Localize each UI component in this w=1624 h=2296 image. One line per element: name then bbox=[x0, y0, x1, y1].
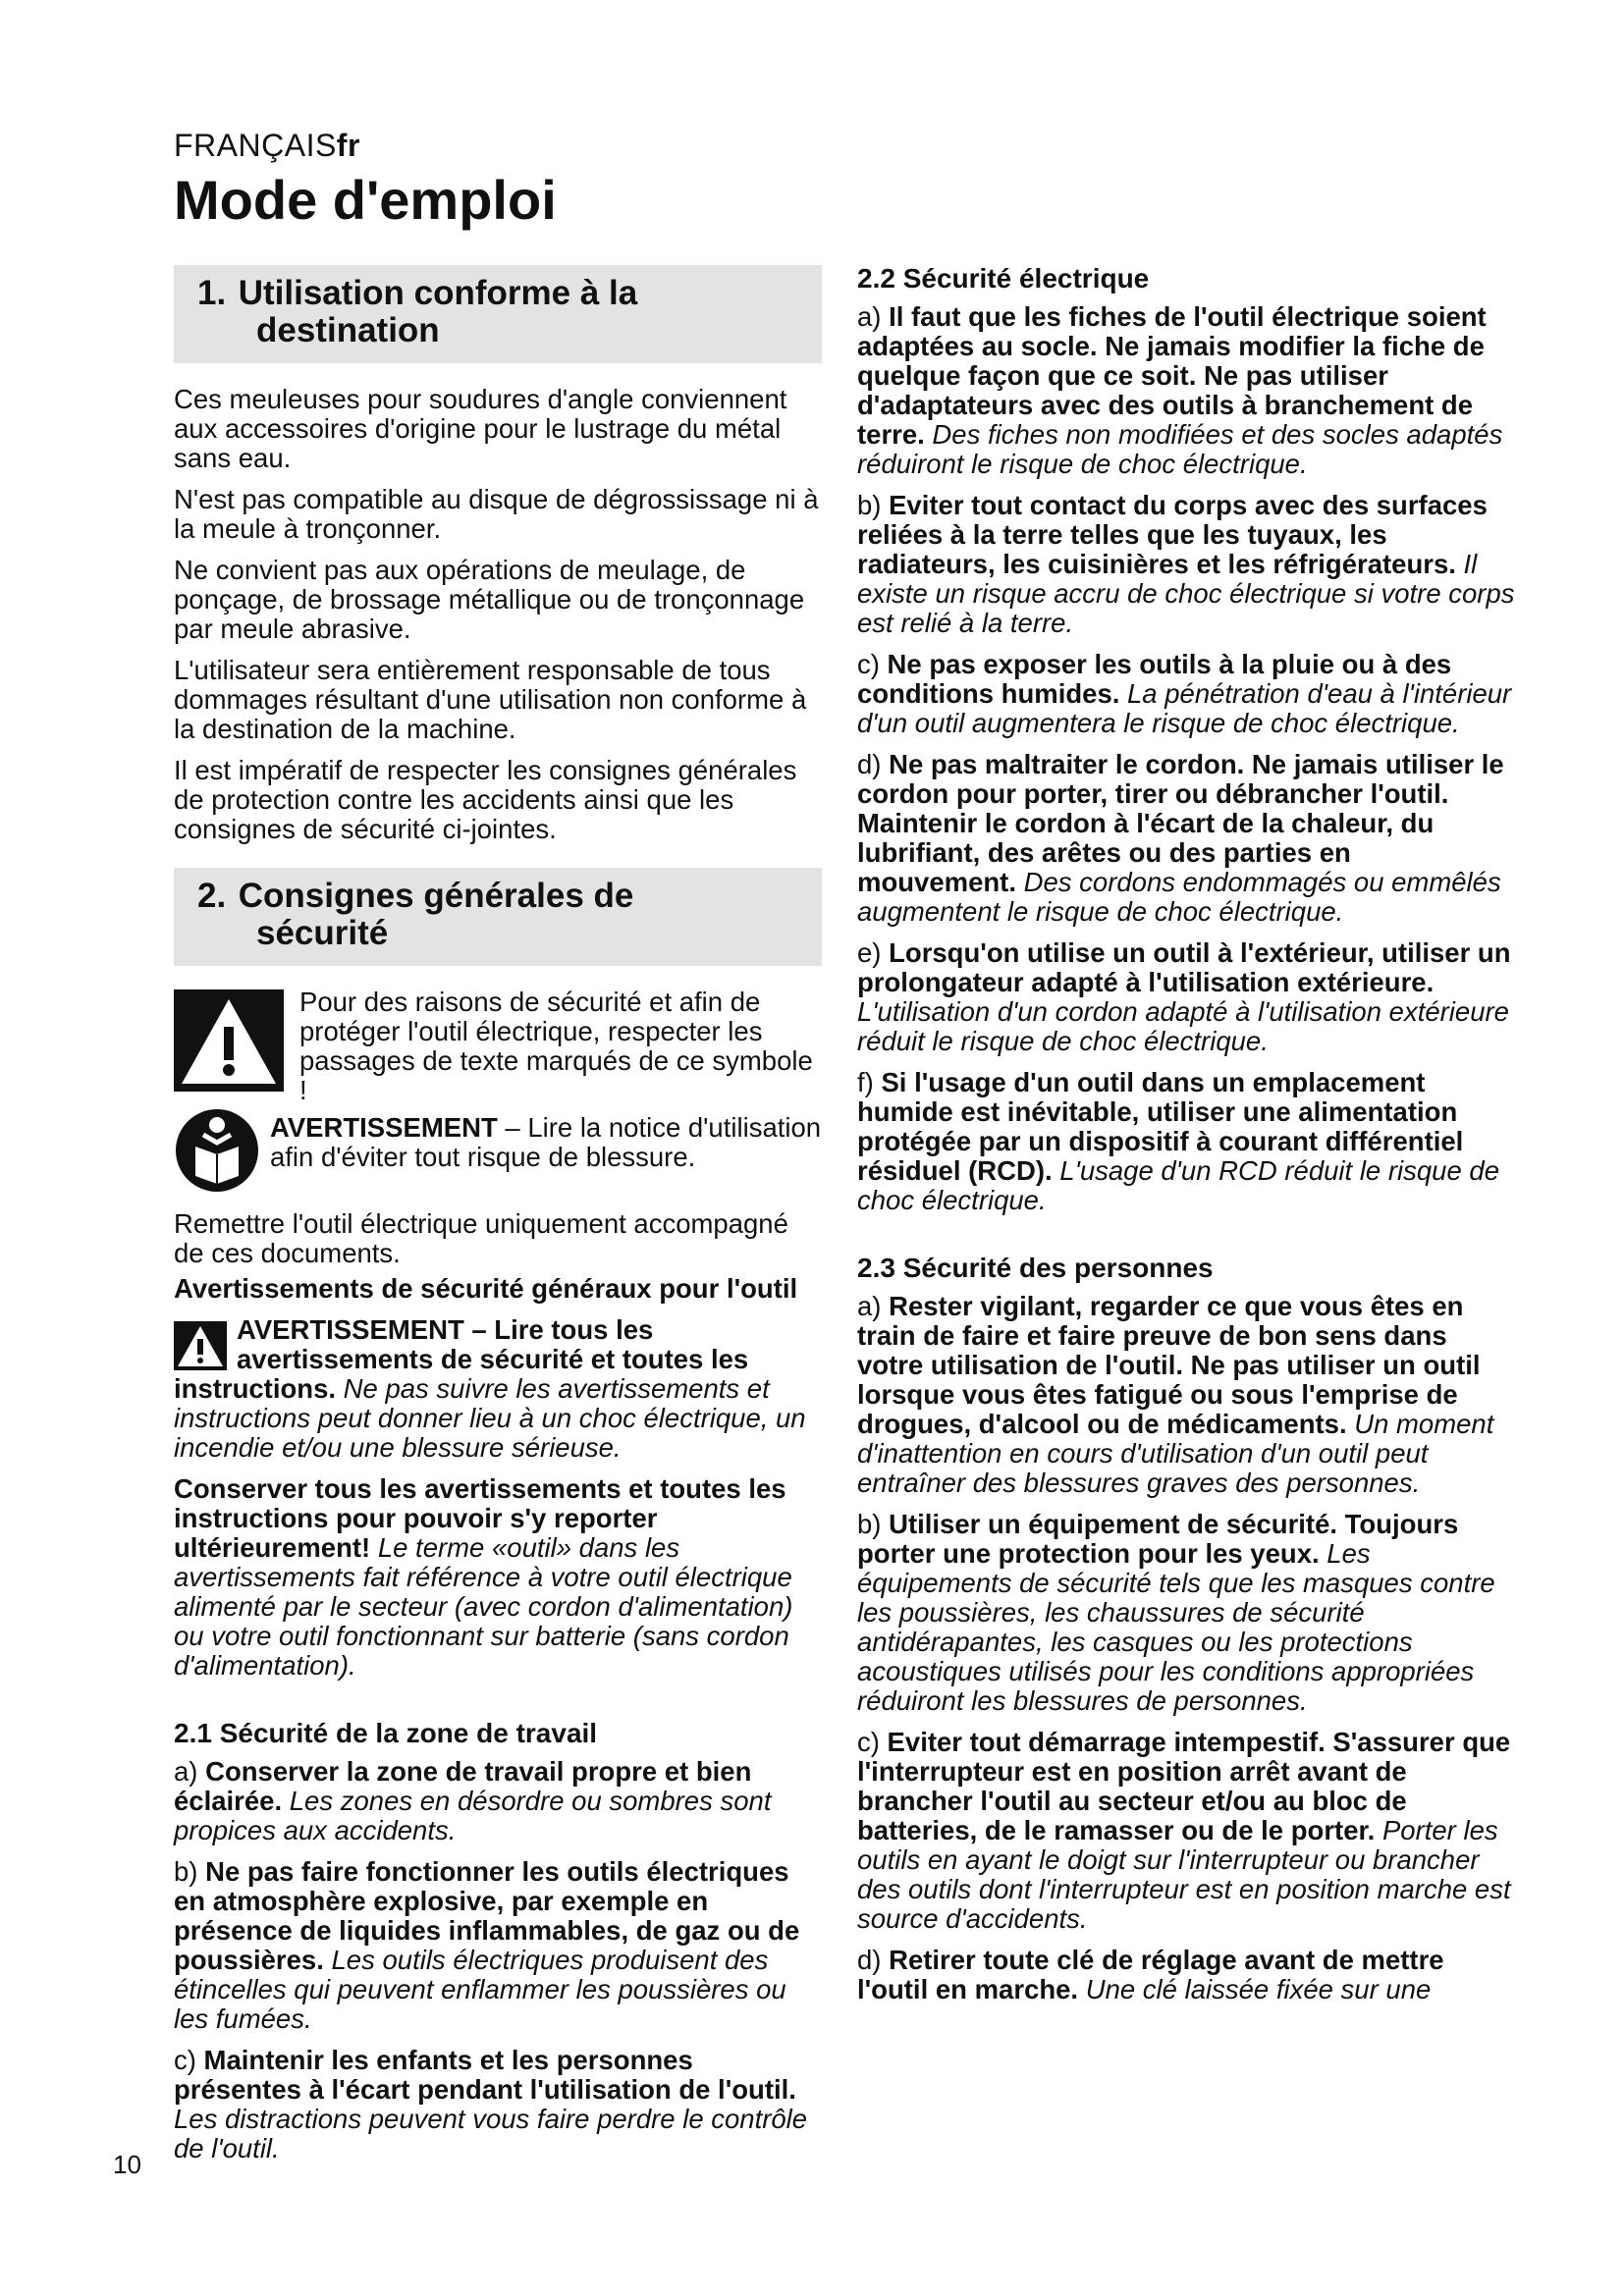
item-bold: Retirer toute clé de réglage avant de mettre l'outil en marche. bbox=[857, 1945, 1444, 2004]
section-2-title-line1: Consignes générales de bbox=[238, 877, 634, 915]
section-2-number: 2. bbox=[197, 877, 227, 915]
item-bold: Eviter tout contact du corps avec des surfaces reliées à la terre telles que les tuyaux, les radiateurs, les cuisinières et les réfrigérateurs. bbox=[857, 490, 1488, 579]
item-label: e) bbox=[857, 937, 882, 968]
safety-item bbox=[857, 491, 1515, 638]
section-1-title-line1: Utilisation conforme à la bbox=[238, 274, 638, 312]
left-column bbox=[174, 265, 822, 2175]
warning-triangle-small-icon bbox=[174, 1321, 227, 1370]
manual-warning-label: AVERTISSEMENT bbox=[270, 1112, 498, 1143]
safety-item bbox=[857, 302, 1515, 479]
safety-symbol-note bbox=[174, 988, 822, 1105]
section-1-paragraph: Ne convient pas aux opérations de meulage, de ponçage, de brossage métallique ou de tronçonnage par meule abrasive. bbox=[174, 555, 805, 644]
general-warning-italic: Ne pas suivre les avertissements et instructions peut donner lieu à un choc électrique, un incendie et/ou une blessure sérieuse. bbox=[174, 1373, 806, 1463]
item-bold: Ne pas faire fonctionner les outils électriques en atmosphère explosive, par exemple en présence de liquides inflammables, de gaz ou de poussières. bbox=[174, 1856, 800, 1975]
language-code: fr bbox=[336, 128, 360, 163]
item-bold: Eviter tout démarrage intempestif. S'assurer que l'interrupteur est en position arrêt avant de brancher l'outil au secteur et/ou au bloc de batteries, de le ramasser ou de le porter. bbox=[857, 1727, 1511, 1845]
general-warning-paragraph bbox=[174, 1315, 822, 1463]
item-italic: Les distractions peuvent vous faire perdre le contrôle de l'outil. bbox=[174, 2104, 808, 2163]
item-label: f) bbox=[857, 1067, 874, 1097]
item-label: b) bbox=[174, 1856, 198, 1887]
section-1-paragraph: Il est impératif de respecter les consignes générales de protection contre les accidents ainsi que les consignes de sécurité ci-jointes. bbox=[174, 755, 797, 844]
subsection-2-2-heading: 2.2 Sécurité électrique bbox=[857, 263, 1150, 294]
item-italic: Une clé laissée fixée sur une bbox=[1078, 1974, 1432, 2004]
item-label: d) bbox=[857, 749, 882, 779]
safety-item bbox=[857, 1728, 1515, 1934]
section-1-paragraph: L'utilisateur sera entièrement responsable de tous dommages résultant d'une utilisation non conforme à la destination de la machine. bbox=[174, 655, 807, 744]
page-title: Mode d'emploi bbox=[174, 169, 557, 231]
item-italic: Les zones en désordre ou sombres sont propices aux accidents. bbox=[174, 1786, 772, 1845]
safety-item bbox=[857, 1946, 1515, 2004]
item-label: c) bbox=[174, 2045, 196, 2075]
safety-item bbox=[174, 1757, 822, 1845]
item-bold: Rester vigilant, regarder ce que vous êtes en train de faire et faire preuve de bon sens dans votre utilisation de l'outil. Ne pas utiliser un outil lorsque vous êtes fatigué ou sous l'emprise de drogues, d'alcool ou de médicaments. bbox=[857, 1291, 1481, 1439]
section-1-number: 1. bbox=[197, 274, 227, 312]
item-italic: Les outils électriques produisent des étincelles qui peuvent enflammer les poussières ou les fumées. bbox=[174, 1945, 786, 2034]
safety-item bbox=[174, 2046, 822, 2163]
safety-item bbox=[857, 1292, 1515, 1498]
item-italic: Il existe un risque accru de choc électrique si votre corps est relié à la terre. bbox=[857, 549, 1515, 638]
safety-item bbox=[857, 1068, 1515, 1215]
read-manual-icon bbox=[174, 1107, 260, 1194]
item-italic: Un moment d'inattention en cours d'utilisation d'un outil peut entraîner des blessures graves des personnes. bbox=[857, 1409, 1494, 1498]
item-label: c) bbox=[857, 649, 880, 679]
safety-item bbox=[857, 1510, 1515, 1716]
item-label: b) bbox=[857, 1509, 882, 1539]
item-italic: Des cordons endommagés ou emmêlés augmentent le risque de choc électrique. bbox=[857, 867, 1501, 927]
item-label: a) bbox=[857, 1291, 882, 1321]
safety-item bbox=[857, 650, 1515, 738]
manual-note bbox=[174, 1113, 822, 1194]
section-2-heading bbox=[174, 868, 822, 966]
item-bold: Ne pas exposer les outils à la pluie ou à des conditions humides. bbox=[857, 649, 1452, 709]
section-1-paragraph: Ces meuleuses pour soudures d'angle conviennent aux accessoires d'origine pour le lustrage du métal sans eau. bbox=[174, 384, 787, 473]
hand-over-note: Remettre l'outil électrique uniquement accompagné de ces documents. bbox=[174, 1208, 788, 1268]
item-bold: Utiliser un équipement de sécurité. Toujours porter une protection pour les yeux. bbox=[857, 1509, 1459, 1569]
section-1-title-line2: destination bbox=[256, 311, 440, 349]
right-column bbox=[857, 263, 1515, 2016]
item-bold: Il faut que les fiches de l'outil électrique soient adaptées au socle. Ne jamais modifier la fiche de quelque façon que ce soit. Ne pas utiliser d'adaptateurs avec des outils à branchement de terre. bbox=[857, 301, 1487, 450]
item-italic: L'utilisation d'un cordon adapté à l'utilisation extérieure réduit le risque de choc électrique. bbox=[857, 996, 1509, 1056]
item-label: d) bbox=[857, 1945, 882, 1975]
item-bold: Ne pas maltraiter le cordon. Ne jamais utiliser le cordon pour porter, tirer ou débrancher l'outil. Maintenir le cordon à l'écart de la chaleur, du lubrifiant, des arêtes ou des parties en mouvement. bbox=[857, 749, 1504, 897]
page-number: 10 bbox=[113, 2150, 141, 2179]
symbol-explanation: Pour des raisons de sécurité et afin de protéger l'outil électrique, respecter les passages de texte marqués de ce symbole ! bbox=[299, 987, 813, 1105]
manual-warning-text: – Lire la notice d'utilisation afin d'éviter tout risque de blessure. bbox=[270, 1112, 822, 1172]
section-2-title-line2: sécurité bbox=[256, 914, 389, 952]
subsection-2-1-heading: 2.1 Sécurité de la zone de travail bbox=[174, 1718, 598, 1748]
general-warnings-heading: Avertissements de sécurité généraux pour l'outil bbox=[174, 1273, 798, 1304]
general-warning-bold: AVERTISSEMENT – Lire tous les avertissements de sécurité et toutes les instructions. bbox=[174, 1314, 749, 1404]
item-label: b) bbox=[857, 490, 882, 520]
language-name: FRANÇAIS bbox=[174, 128, 337, 163]
item-italic: L'usage d'un RCD réduit le risque de choc électrique. bbox=[857, 1155, 1499, 1215]
subsection-2-3-heading: 2.3 Sécurité des personnes bbox=[857, 1253, 1214, 1283]
item-bold: Conserver la zone de travail propre et bien éclairée. bbox=[174, 1756, 752, 1816]
item-label: a) bbox=[174, 1756, 198, 1787]
keep-instructions-bold: Conserver tous les avertissements et toutes les instructions pour pouvoir s'y reporter ultérieurement! bbox=[174, 1473, 786, 1563]
safety-item bbox=[857, 750, 1515, 927]
item-italic: Porter les outils en ayant le doigt sur l'interrupteur ou brancher des outils dont l'interrupteur est en position marche est source d'accidents. bbox=[857, 1815, 1511, 1934]
item-bold: Si l'usage d'un outil dans un emplacement humide est inévitable, utiliser une alimentation protégée par un dispositif à courant différentiel résiduel (RCD). bbox=[857, 1067, 1464, 1186]
item-bold: Lorsqu'on utilise un outil à l'extérieur, utiliser un prolongateur adapté à l'utilisation extérieure. bbox=[857, 937, 1511, 997]
warning-triangle-icon bbox=[174, 989, 284, 1092]
item-italic: La pénétration d'eau à l'intérieur d'un outil augmentera le risque de choc électrique. bbox=[857, 678, 1512, 738]
section-1-paragraph: N'est pas compatible au disque de dégrossissage ni à la meule à tronçonner. bbox=[174, 484, 819, 544]
safety-item bbox=[857, 938, 1515, 1056]
safety-item bbox=[174, 1857, 822, 2034]
item-italic: Des fiches non modifiées et des socles adaptés réduiront le risque de choc électrique. bbox=[857, 419, 1503, 479]
section-1-heading bbox=[174, 265, 822, 363]
keep-instructions-paragraph bbox=[174, 1474, 822, 1681]
item-label: c) bbox=[857, 1727, 880, 1757]
item-label: a) bbox=[857, 301, 882, 332]
language-label bbox=[174, 128, 360, 164]
item-bold: Maintenir les enfants et les personnes présentes à l'écart pendant l'utilisation de l'outil. bbox=[174, 2045, 796, 2105]
item-italic: Les équipements de sécurité tels que les masques contre les poussières, les chaussures de sécurité antidérapantes, les casques ou les protections acoustiques utilisés pour les conditions appropriées réduiront les blessures de personnes. bbox=[857, 1538, 1495, 1716]
keep-instructions-italic: Le terme «outil» dans les avertissements fait référence à votre outil électrique alimenté par le secteur (avec cordon d'alimentation) ou votre outil fonctionnant sur batterie (sans cordon d'alimentation). bbox=[174, 1532, 793, 1681]
